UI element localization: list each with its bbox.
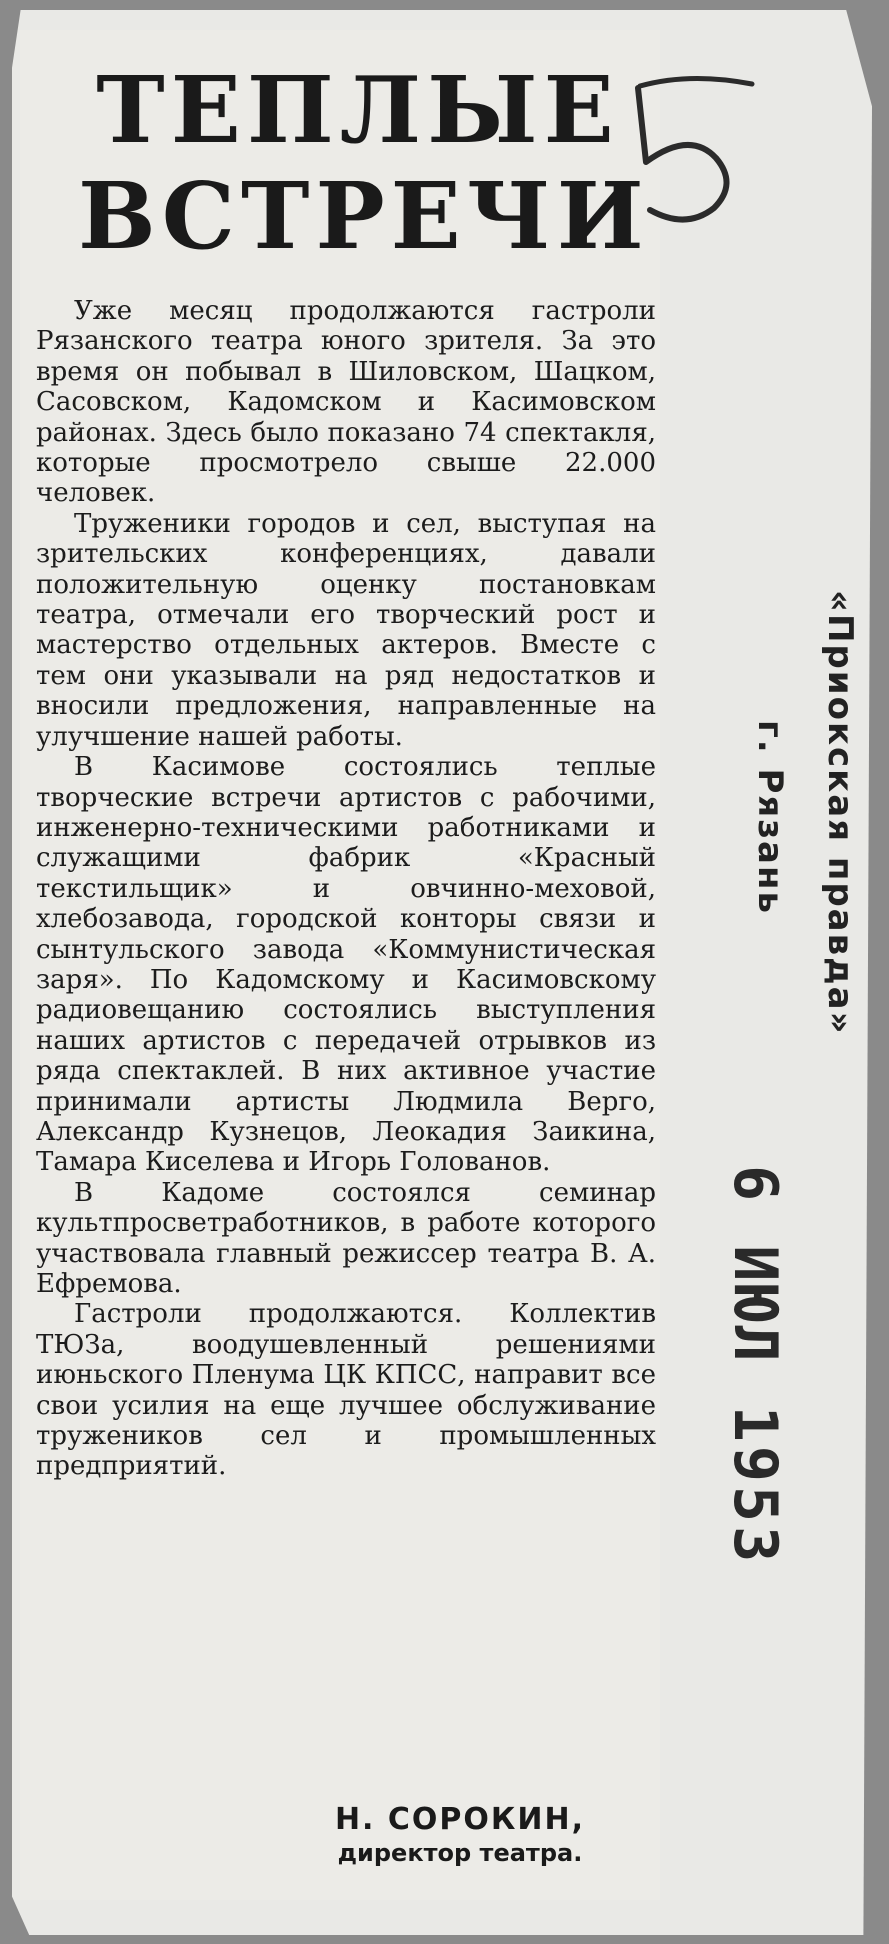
paragraph-5: Гастроли продолжаются. Коллектив ТЮЗа, воодушевленный решениями июньского Пленума ЦК КПСС, направит все свои усилия на еще лучшее обслуживание тружеников сел и промышленных предприятий. — [36, 1299, 656, 1482]
author-name: Н. СОРОКИН, — [334, 1802, 586, 1837]
paragraph-3: В Касимове состоялись теплые творческие встречи артистов с рабочими, инженерно-техническими работниками и служащими фабрик «Красный текстильщик» и овчинно-меховой, хлебозавода, городской конторы связи и сынтульского завода «Коммунистическая заря». По Кадомскому и Касимовскому радиовещанию состоялись выступления наших артистов с передачей отрывков из ряда спектаклей. В них активное участие принимали артисты Людмила Верго, Александр Кузнецов, Леокадия Заикина, Тамара Киселева и Игорь Голованов. — [36, 752, 656, 1178]
paragraph-1: Уже месяц продолжаются гастроли Рязанского театра юного зрителя. За это время он побывал в Шиловском, Шацком, Сасовском, Кадомском и Касимовском районах. Здесь было показано 74 спектакля, которые просмотрело свыше 22.000 человек. — [36, 296, 656, 509]
newspaper-name-stamp: «Приокская правда» — [820, 590, 860, 1036]
handwritten-number-mark — [620, 70, 760, 230]
article-body — [36, 296, 656, 1482]
date-stamp: 6 ИЮЛ 1953 — [720, 1165, 790, 1567]
city-stamp: г. Рязань — [750, 720, 790, 915]
paragraph-4: В Кадоме состоялся семинар культпросветработников, в работе которого участвовала главный режиссер театра В. А. Ефремова. — [36, 1177, 656, 1299]
paragraph-2: Труженики городов и сел, выступая на зрительских конференциях, давали положительную оценку постановкам театра, отмечали его творческий рост и мастерство отдельных актеров. Вместе с тем они указывали на ряд недостатков и вносили предложения, направленные на улучшение нашей работы. — [36, 508, 656, 752]
author-signature — [300, 1802, 620, 1869]
headline-line-1: ТЕПЛЫЕ — [96, 56, 620, 164]
author-title: директор театра. — [337, 1839, 583, 1867]
headline-line-2: ВСТРЕЧИ — [78, 162, 650, 270]
